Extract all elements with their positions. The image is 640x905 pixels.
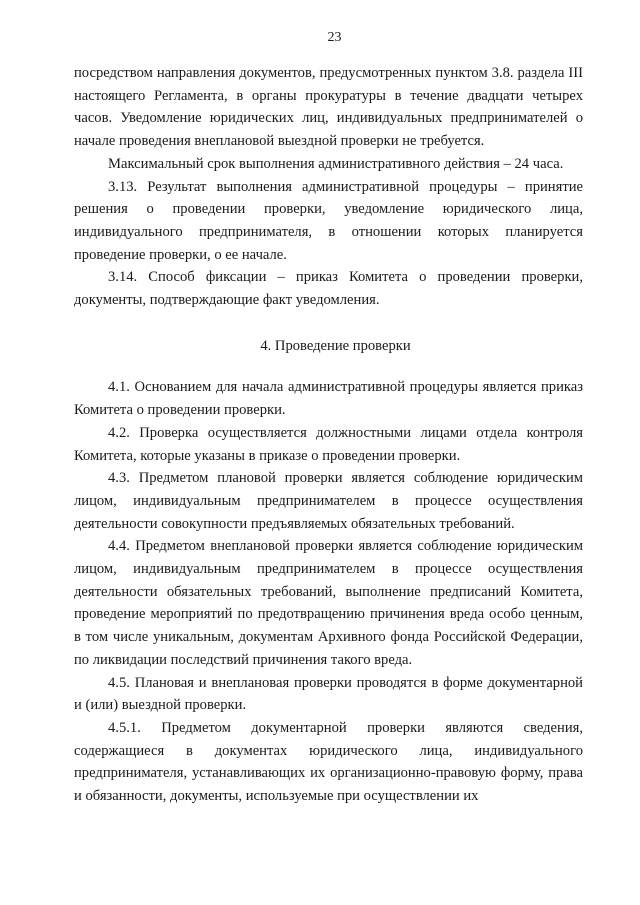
paragraph-continuation: посредством направления документов, предусмотренных пунктом 3.8. раздела III настоящего Регламента, в органы прокуратуры в течение двадцати четырех часов. Уведомление юридических лиц, индивидуальных предпринимателей о начале проведения внеплановой выездной проверки не требуется.: [74, 65, 583, 150]
page-number: 23: [327, 30, 342, 45]
paragraph-4-3: 4.3. Предметом плановой проверки является соблюдение юридическим лицом, индивидуальным предпринимателем в процессе осуществления деятельности совокупности предъявляемых обязательных требований.: [74, 470, 583, 532]
paragraph-4-1: 4.1. Основанием для начала административной процедуры является приказ Комитета о проведении проверки.: [74, 379, 583, 419]
paragraph-3-14: 3.14. Способ фиксации – приказ Комитета о проведении проверки, документы, подтверждающие факт уведомления.: [74, 269, 583, 309]
paragraph-4-4: 4.4. Предметом внеплановой проверки является соблюдение юридическим лицом, индивидуальным предпринимателем в процессе осуществления деятельности обязательных требований, выполнение предписаний Комитета, проведение мероприятий по предотвращению причинения вреда особо ценным, в том числе уникальным, документам Архивного фонда Российской Федерации, по ликвидации последствий причинения такого вреда.: [74, 538, 583, 668]
paragraph-4-5: 4.5. Плановая и внеплановая проверки проводятся в форме документарной и (или) выездной проверки.: [74, 674, 583, 714]
paragraph-4-2: 4.2. Проверка осуществляется должностными лицами отдела контроля Комитета, которые указаны в приказе о проведении проверки.: [74, 424, 583, 464]
paragraph-4-5-1: 4.5.1. Предметом документарной проверки являются сведения, содержащиеся в документах юридического лица, индивидуального предпринимателя, устанавливающих их организационно-правовую форму, права и обязанности, документы, используемые при осуществлении их: [74, 719, 583, 805]
section-heading: 4. Проведение проверки: [260, 337, 411, 354]
paragraph-max-duration: Максимальный срок выполнения административного действия – 24 часа.: [108, 155, 564, 172]
paragraph-3-13: 3.13. Результат выполнения административной процедуры – принятие решения о проведении проверки, уведомление юридического лица, индивидуального предпринимателя, в отношении которых планируется проведение проверки, о ее начале.: [74, 178, 583, 263]
